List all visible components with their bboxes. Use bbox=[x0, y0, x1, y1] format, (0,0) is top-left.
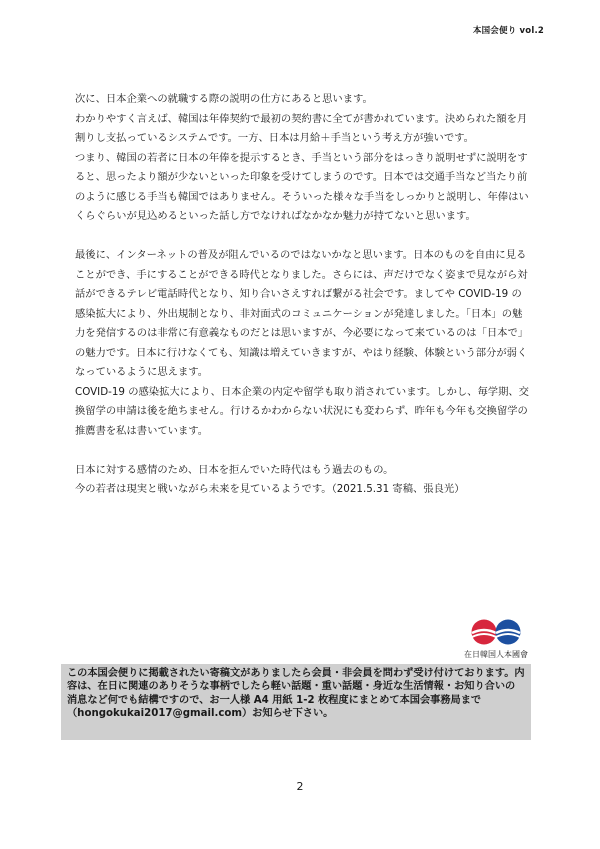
logo-label: 在日韓国人本國會 bbox=[464, 650, 528, 659]
paragraph-gap bbox=[75, 227, 530, 247]
organization-logo bbox=[456, 618, 536, 660]
logo-icon bbox=[470, 618, 522, 646]
page-number: 2 bbox=[296, 780, 304, 793]
paragraph: 日本に対する感情のため、日本を拒んでいた時代はもう過去のもの。 bbox=[75, 463, 394, 476]
paragraph-gap bbox=[75, 441, 530, 461]
paragraph: わかりやすく言えば、韓国は年俸契約で最初の契約書に全てが書かれています。決められた額を月割りし支払っているシステムです。一方、日本は月給＋手当という考え方が強いです。 bbox=[75, 112, 528, 144]
paragraph: つまり、韓国の若者に日本の年俸を提示するとき、手当という部分をはっきり説明せずに説明をすると、思ったより額が少ないといった印象を受けてしまうのです。日本では交通手当など当たり前のように感じる手当も韓国ではありません。そういった様々な手当をしっかりと説明し、年俸はいくらぐらいが見込めるといった話し方でなければなかなか魅力が持てないと思います。 bbox=[75, 151, 529, 222]
newsletter-header: 本国会便り vol.2 bbox=[472, 26, 544, 36]
paragraph: 次に、日本企業への就職する際の説明の仕方にあると思います。 bbox=[75, 93, 373, 105]
submission-notice: この本国会便りに掲載されたい寄稿文がありましたら会員・非会員を問わず受け付けております。内容は、在日に関連のありそうな事柄でしたら軽い話題・重い話題・身近な生活情報・お知り合いの消息など何でも結構ですので、お一人様 A4 用紙 1-2 枚程度にまとめて本国会事務局まで（hongokukai2017@gmail.com）お知らせ下さい。 bbox=[61, 664, 531, 740]
paragraph: 最後に、インターネットの普及が阻んでいるのではないかなと思います。日本のものを自由に見ることができ、手にすることができる時代となりました。さらには、声だけでなく姿まで見ながら対話ができるテレビ電話時代となり、知り合いさえすれば繋がる社会です。ましてや COVID-19 の感染拡大により、外出規制となり、非対面式のコミュニケーションが発達しました。「日本」の魅力を発信するのは非常に有意義なものだとは思いますが、今必要になって来ているのは「日本で」の魅力です。日本に行けなくても、知識は増えていきますが、やはり経験、体験という部分が弱くなっているように思えます。 bbox=[75, 249, 529, 378]
article-body bbox=[75, 90, 530, 500]
paragraph: 今の若者は現実と戦いながら未来を見ているようです。（2021.5.31 寄稿、張良光） bbox=[75, 483, 465, 495]
paragraph: COVID-19 の感染拡大により、日本企業の内定や留学も取り消されています。しかし、毎学期、交換留学の申請は後を絶ちません。行けるかわからない状況にも変わらず、昨年も今年も交換留学の推薦書を私は書いています。 bbox=[75, 385, 529, 437]
